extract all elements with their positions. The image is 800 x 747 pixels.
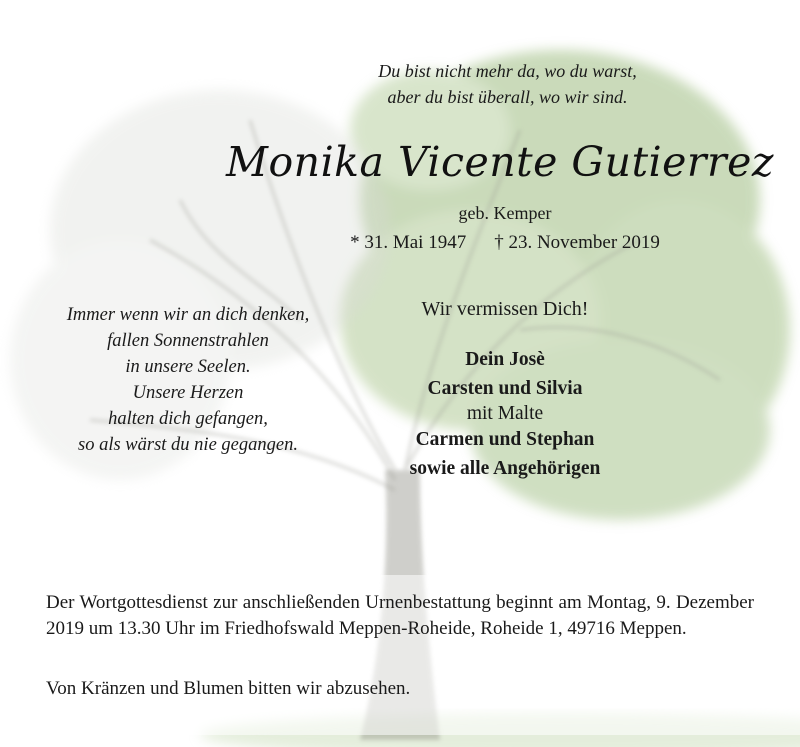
life-dates: [300, 232, 710, 254]
mourner: Dein Josè: [465, 349, 545, 370]
service-notice: Der Wortgottesdienst zur anschließenden Urnenbestattung beginnt am Montag, 9. Dezember 2019 um 13.30 Uhr im Friedhofswald Meppen-Roheide, Roheide 1, 49716 Meppen.: [46, 592, 754, 639]
birth-name: geb. Kemper: [458, 203, 552, 223]
epigraph-quote: [300, 58, 715, 110]
flowers-notice: Von Kränzen und Blumen bitten wir abzusehen.: [46, 678, 411, 699]
poem-line: Immer wenn wir an dich denken,: [66, 305, 310, 325]
quote-line: Du bist nicht mehr da, wo du warst,: [378, 61, 637, 81]
poem-line: so als wärst du nie gegangen.: [78, 435, 298, 455]
poem-line: Unsere Herzen: [132, 383, 244, 403]
mourner: Carmen und Stephan: [415, 429, 595, 450]
mourners-list: [340, 345, 670, 483]
poem: [28, 302, 348, 458]
birth-date: * 31. Mai 1947: [350, 232, 467, 253]
quote-line: aber du bist überall, wo wir sind.: [387, 87, 628, 107]
death-date: † 23. November 2019: [494, 232, 660, 253]
miss-you-line: Wir vermissen Dich!: [421, 298, 589, 320]
poem-line: fallen Sonnenstrahlen: [107, 331, 269, 351]
poem-line: halten dich gefangen,: [108, 409, 268, 429]
deceased-name: Monika Vicente Gutierrez: [226, 138, 774, 186]
mourner: mit Malte: [466, 403, 544, 424]
poem-line: in unsere Seelen.: [125, 357, 251, 377]
mourner: Carsten und Silvia: [427, 378, 583, 399]
mourner: sowie alle Angehörigen: [409, 458, 601, 479]
